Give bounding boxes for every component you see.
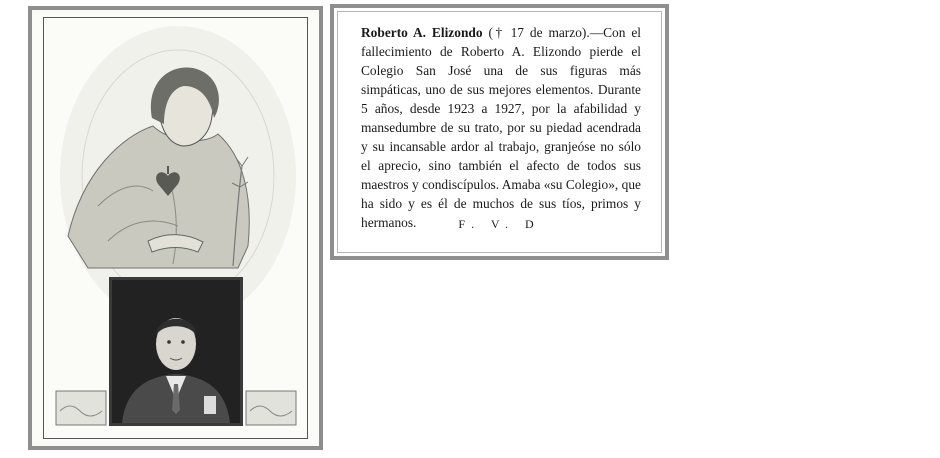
portrait-photo <box>109 277 243 426</box>
memorial-card <box>28 6 323 450</box>
signature-initials: F. V. D <box>458 217 541 231</box>
obituary-notice <box>330 4 669 260</box>
deceased-name: Roberto A. Elizondo <box>361 25 483 40</box>
obituary-text <box>361 23 641 232</box>
obituary-body: —Con el fallecimiento de Roberto A. Elizondo pierde el Colegio San José una de sus figuras más simpáticas, uno de sus mejores elementos. Durante 5 años, desde 1923 a 1927, por la afabilidad y mansedumbre de su trato, por su piedad acendrada y su incansable ardor al trabajo, granjeóse no sólo el aprecio, sino también el afecto de todos sus maestros y condiscípulos. Amaba «su Colegio», que ha sido y es él de muchos de sus tíos, primos y hermanos. <box>361 25 641 230</box>
death-date: († 17 de marzo). <box>482 25 590 40</box>
